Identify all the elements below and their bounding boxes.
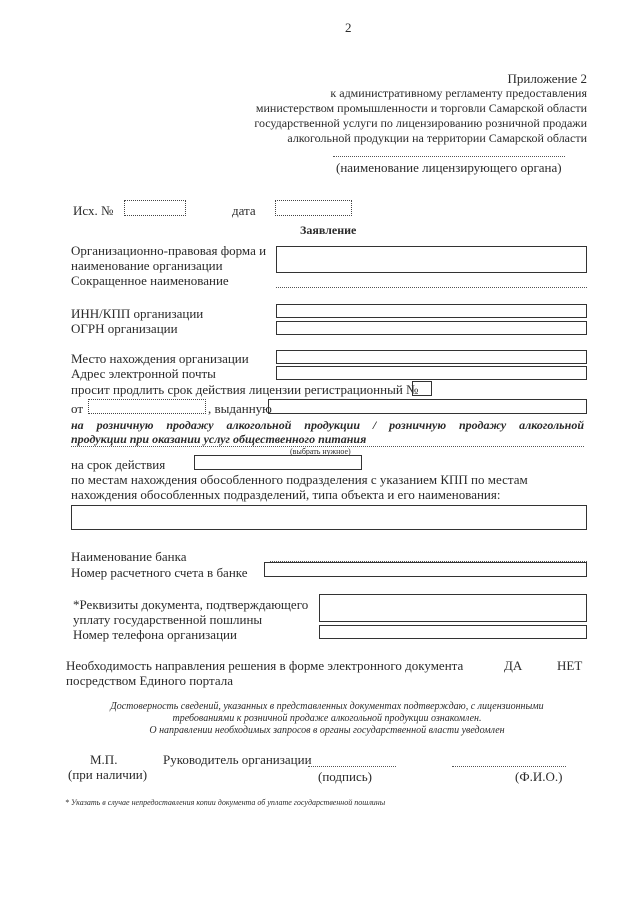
branches-field[interactable]	[71, 505, 587, 530]
confirmation-text: требованиями к розничной продаже алкогольной продукции ознакомлен.	[172, 713, 482, 724]
signature-caption: (подпись)	[318, 769, 372, 784]
head-label: Руководитель организации	[163, 752, 312, 767]
page-number: 2	[345, 20, 352, 35]
stamp-label: М.П.	[90, 752, 118, 767]
activity-options: на розничную продажу алкогольной продукции / розничную продажу алкогольной	[71, 418, 584, 432]
authority-caption: (наименование лицензирующего органа)	[336, 160, 562, 175]
choose-note: (выбрать нужное)	[290, 447, 351, 456]
activity-options: продукции при оказании услуг общественного питания	[71, 432, 367, 446]
footnote: * Указать в случае непредоставления копии документа об уплате государственной пошлины	[65, 798, 386, 807]
bank-name-label: Наименование банка	[71, 549, 187, 564]
appendix-title: Приложение 2	[507, 71, 587, 86]
date-field[interactable]	[275, 200, 352, 216]
org-name-field[interactable]	[276, 246, 587, 273]
no-option[interactable]: НЕТ	[557, 658, 583, 673]
ogrn-field[interactable]	[276, 321, 587, 335]
date-label: дата	[232, 203, 256, 218]
appendix-line: к административному регламенту предоставления	[330, 86, 587, 100]
issued-by-field[interactable]	[268, 399, 587, 414]
confirmation-text: Достоверность сведений, указанных в представленных документах подтверждаю, с лицензионными	[110, 701, 544, 712]
document-title: Заявление	[300, 223, 357, 237]
electronic-label: посредством Единого портала	[66, 673, 233, 688]
inn-kpp-label: ИНН/КПП организации	[71, 306, 204, 321]
short-name-label: Сокращенное наименование	[71, 273, 229, 288]
yes-option[interactable]: ДА	[504, 658, 523, 673]
phone-field[interactable]	[319, 625, 587, 639]
out-number-field[interactable]	[124, 200, 186, 216]
signature-field[interactable]	[308, 766, 396, 767]
payment-field[interactable]	[319, 594, 587, 622]
license-date-field[interactable]	[88, 399, 206, 414]
branches-text: по местам нахождения обособленного подразделения с указанием КПП по местам	[71, 472, 528, 487]
payment-label: уплату государственной пошлины	[73, 612, 263, 627]
term-label: на срок действия	[71, 457, 166, 472]
phone-label: Номер телефона организации	[73, 627, 237, 642]
fio-field[interactable]	[452, 766, 566, 767]
stamp-note: (при наличии)	[68, 767, 148, 782]
inn-kpp-field[interactable]	[276, 304, 587, 318]
confirmation-text: О направлении необходимых запросов в органы государственной власти уведомлен	[149, 725, 505, 736]
appendix-line: министерством промышленности и торговли Самарской области	[255, 101, 587, 115]
org-form-label: Организационно-правовая форма и	[71, 243, 267, 258]
appendix-line: государственной услуги по лицензированию розничной продажи	[254, 116, 587, 130]
bank-account-field[interactable]	[264, 562, 587, 577]
request-text: просит продлить срок действия лицензии регистрационный №	[71, 382, 419, 397]
out-number-label: Исх. №	[73, 203, 114, 218]
issued-label: , выданную	[208, 401, 272, 416]
location-field[interactable]	[276, 350, 587, 364]
payment-label: *Реквизиты документа, подтверждающего	[73, 597, 309, 612]
short-name-field[interactable]	[276, 287, 587, 288]
email-field[interactable]	[276, 366, 587, 380]
from-label: от	[71, 401, 84, 416]
term-field[interactable]	[194, 455, 362, 470]
fio-caption: (Ф.И.О.)	[515, 769, 563, 784]
ogrn-label: ОГРН организации	[71, 321, 178, 336]
license-number-field[interactable]	[412, 381, 432, 396]
branches-text: нахождения обособленных подразделений, типа объекта и его наименования:	[71, 487, 501, 502]
electronic-label: Необходимость направления решения в форме электронного документа	[66, 658, 464, 673]
authority-field[interactable]	[333, 156, 565, 157]
location-label: Место нахождения организации	[71, 351, 249, 366]
email-label: Адрес электронной почты	[71, 366, 216, 381]
org-form-label: наименование организации	[71, 258, 223, 273]
bank-account-label: Номер расчетного счета в банке	[71, 565, 248, 580]
appendix-line: алкогольной продукции на территории Самарской области	[287, 131, 587, 145]
